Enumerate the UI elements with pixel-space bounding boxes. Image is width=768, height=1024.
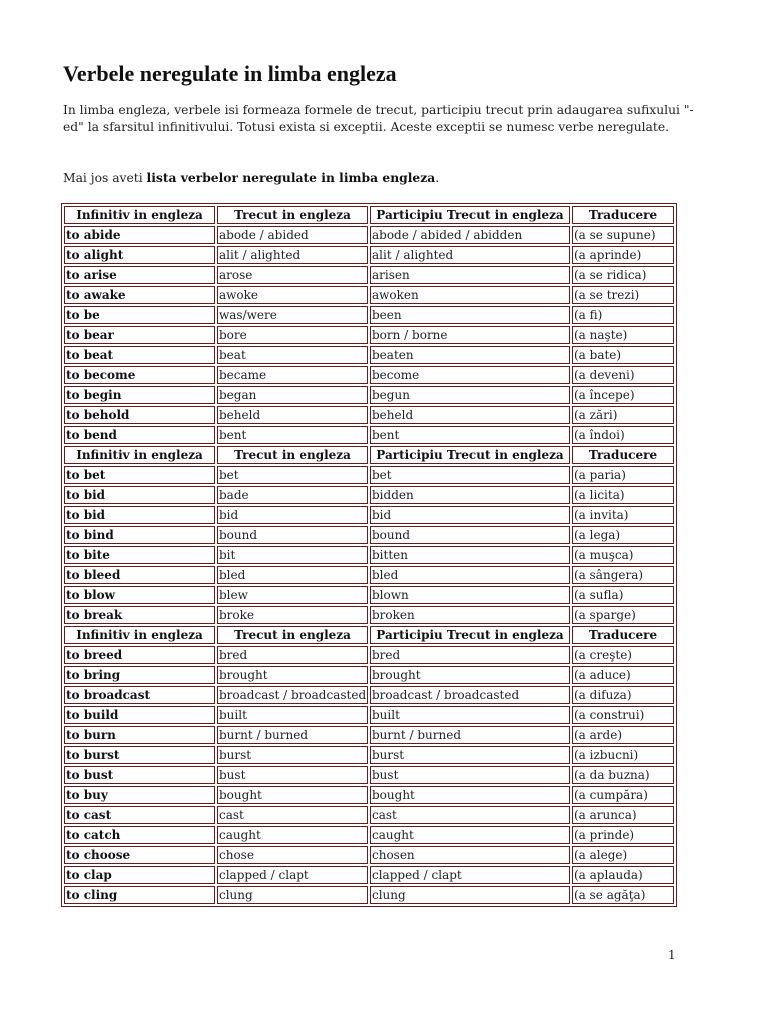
cell-past: beat [217,346,368,364]
cell-infinitive: to cast [64,806,215,824]
cell-past: bid [217,506,368,524]
cell-participle: alit / alighted [370,246,570,264]
page-number: 1 [668,948,676,962]
cell-translation: (a se trezi) [572,286,674,304]
cell-infinitive: to alight [64,246,215,264]
cell-translation: (a difuza) [572,686,674,704]
cell-infinitive: to be [64,306,215,324]
cell-past: caught [217,826,368,844]
column-header-past: Trecut in engleza [217,446,368,464]
cell-past: chose [217,846,368,864]
cell-participle: born / borne [370,326,570,344]
cell-past: broadcast / broadcasted [219,688,367,702]
irregular-verbs-table [61,203,677,907]
table-row [64,366,674,384]
cell-translation: (a aplauda) [572,866,674,884]
table-row [64,306,674,324]
cell-infinitive: to bend [64,426,215,444]
cell-past: became [217,366,368,384]
cell-participle: begun [370,386,570,404]
cell-past: blew [217,586,368,604]
cell-infinitive: to become [64,366,215,384]
cell-infinitive: to bid [64,506,215,524]
cell-translation: (a aduce) [572,666,674,684]
cell-participle: clapped / clapt [370,866,570,884]
cell-participle: blown [370,586,570,604]
cell-participle: brought [370,666,570,684]
cell-past: bought [217,786,368,804]
column-header-past: Trecut in engleza [217,626,368,644]
table-row [64,226,674,244]
cell-past: bade [217,486,368,504]
cell-past: abode / abided [217,226,368,244]
table-row [64,866,674,884]
column-header-participle: Participiu Trecut in engleza [370,626,570,644]
cell-infinitive: to burst [64,746,215,764]
cell-past: burst [217,746,368,764]
column-header-translation: Traducere [572,206,674,224]
cell-participle: beheld [370,406,570,424]
column-header-infinitive: Infinitiv in engleza [64,626,215,644]
cell-translation: (a invita) [572,506,674,524]
cell-translation: (a creşte) [572,646,674,664]
cell-infinitive: to buy [64,786,215,804]
table-row [64,726,674,744]
table-row [64,566,674,584]
cell-translation: (a îndoi) [572,426,674,444]
cell-infinitive: to clap [64,866,215,884]
cell-infinitive: to break [64,606,215,624]
table-row [64,546,674,564]
cell-translation: (a construi) [572,706,674,724]
table-row [64,346,674,364]
cell-participle: built [370,706,570,724]
cell-infinitive: to burn [64,726,215,744]
table-row [64,686,674,704]
cell-infinitive: to breed [64,646,215,664]
cell-infinitive: to bleed [64,566,215,584]
cell-translation: (a paria) [572,466,674,484]
cell-participle: broadcast / broadcasted [370,686,570,704]
cell-participle: clung [370,886,570,904]
table-row [64,606,674,624]
cell-translation: (a arde) [572,726,674,744]
cell-participle: bred [370,646,570,664]
lead-prefix: Mai jos aveti [63,171,147,185]
table-row [64,426,674,444]
page-title: Verbele neregulate in limba engleza [63,61,397,86]
table-row [64,526,674,544]
cell-translation: (a cumpăra) [572,786,674,804]
cell-past: brought [217,666,368,684]
cell-past: cast [217,806,368,824]
cell-infinitive: to bear [64,326,215,344]
column-header-participle: Participiu Trecut in engleza [370,446,570,464]
cell-past: beheld [217,406,368,424]
table-row [64,486,674,504]
cell-participle: bought [370,786,570,804]
cell-infinitive: to blow [64,586,215,604]
cell-participle: broken [370,606,570,624]
cell-participle: burnt / burned [370,726,570,744]
cell-translation: (a muşca) [572,546,674,564]
cell-past: bet [217,466,368,484]
cell-past: bred [217,646,368,664]
cell-participle: bitten [370,546,570,564]
cell-participle: beaten [370,346,570,364]
table-row [64,826,674,844]
cell-participle: caught [370,826,570,844]
column-header-past: Trecut in engleza [217,206,368,224]
cell-translation: (a naşte) [572,326,674,344]
cell-infinitive: to bid [64,486,215,504]
cell-translation: (a zări) [572,406,674,424]
cell-infinitive: to begin [64,386,215,404]
table-header-row [64,206,674,224]
cell-past: bit [217,546,368,564]
table-row [64,466,674,484]
cell-participle: cast [370,806,570,824]
cell-participle: bound [370,526,570,544]
cell-infinitive: to broadcast [64,686,215,704]
cell-infinitive: to bust [64,766,215,784]
cell-past: bent [217,426,368,444]
table-row [64,806,674,824]
cell-infinitive: to arise [64,266,215,284]
cell-translation: (a aprinde) [572,246,674,264]
cell-infinitive: to build [64,706,215,724]
cell-translation: (a alege) [572,846,674,864]
cell-past: clapped / clapt [217,866,368,884]
table-row [64,646,674,664]
table-row [64,786,674,804]
cell-infinitive: to behold [64,406,215,424]
cell-translation: (a arunca) [572,806,674,824]
cell-past: bore [217,326,368,344]
cell-past: burnt / burned [217,726,368,744]
cell-past: awoke [217,286,368,304]
cell-past: bust [217,766,368,784]
cell-infinitive: to cling [64,886,215,904]
cell-infinitive: to bite [64,546,215,564]
cell-past: clung [217,886,368,904]
table-row [64,406,674,424]
cell-participle: bidden [370,486,570,504]
table-row [64,506,674,524]
cell-participle: bust [370,766,570,784]
cell-infinitive: to bet [64,466,215,484]
cell-participle: chosen [370,846,570,864]
cell-translation: (a sparge) [572,606,674,624]
table-row [64,746,674,764]
cell-participle: been [370,306,570,324]
cell-past: was/were [217,306,368,324]
cell-translation: (a prinde) [572,826,674,844]
table-row [64,666,674,684]
cell-infinitive: to bring [64,666,215,684]
table-row [64,326,674,344]
cell-past: bled [217,566,368,584]
cell-past: began [217,386,368,404]
cell-translation: (a se ridica) [572,266,674,284]
table-header-row [64,446,674,464]
cell-participle: become [370,366,570,384]
cell-participle: awoken [370,286,570,304]
cell-translation: (a izbucni) [572,746,674,764]
lead-suffix: . [435,171,440,185]
cell-participle: bled [370,566,570,584]
table-row [64,286,674,304]
column-header-translation: Traducere [572,626,674,644]
column-header-infinitive: Infinitiv in engleza [64,206,215,224]
cell-participle: arisen [370,266,570,284]
cell-translation: (a se supune) [572,226,674,244]
cell-translation: (a sufla) [572,586,674,604]
column-header-translation: Traducere [572,446,674,464]
cell-participle: abode / abided / abidden [370,226,570,244]
lead-bold-text: lista verbelor neregulate in limba engleza [146,170,436,185]
cell-infinitive: to awake [64,286,215,304]
table-row [64,886,674,904]
cell-participle: bent [370,426,570,444]
column-header-participle: Participiu Trecut in engleza [370,206,570,224]
cell-translation: (a începe) [572,386,674,404]
cell-past: alit / alighted [217,246,368,264]
verb-table-body [64,206,674,904]
cell-translation: (a licita) [572,486,674,504]
cell-infinitive: to beat [64,346,215,364]
table-row [64,246,674,264]
table-row [64,846,674,864]
cell-translation: (a lega) [572,526,674,544]
table-row [64,586,674,604]
cell-participle: bid [370,506,570,524]
table-header-row [64,626,674,644]
cell-past: broke [217,606,368,624]
column-header-infinitive: Infinitiv in engleza [64,446,215,464]
cell-infinitive: to bind [64,526,215,544]
cell-infinitive: to abide [64,226,215,244]
table-row [64,386,674,404]
lead-paragraph [63,169,439,187]
cell-translation: (a da buzna) [572,766,674,784]
cell-infinitive: to choose [64,846,215,864]
cell-participle: bet [370,466,570,484]
cell-past: built [217,706,368,724]
cell-translation: (a fi) [572,306,674,324]
cell-translation: (a se agăţa) [572,886,674,904]
cell-infinitive: to catch [64,826,215,844]
cell-past: bound [217,526,368,544]
cell-translation: (a deveni) [572,366,674,384]
table-row [64,266,674,284]
table-row [64,706,674,724]
cell-translation: (a sângera) [572,566,674,584]
table-row [64,766,674,784]
cell-participle: burst [370,746,570,764]
cell-translation: (a bate) [572,346,674,364]
cell-past: arose [217,266,368,284]
intro-paragraph: In limba engleza, verbele isi formeaza formele de trecut, participiu trecut prin adaugarea sufixului "-ed" la sfarsitul infinitivului. Totusi exista si exceptii. Aceste exceptii se numesc verbe neregulate. [63,103,694,134]
